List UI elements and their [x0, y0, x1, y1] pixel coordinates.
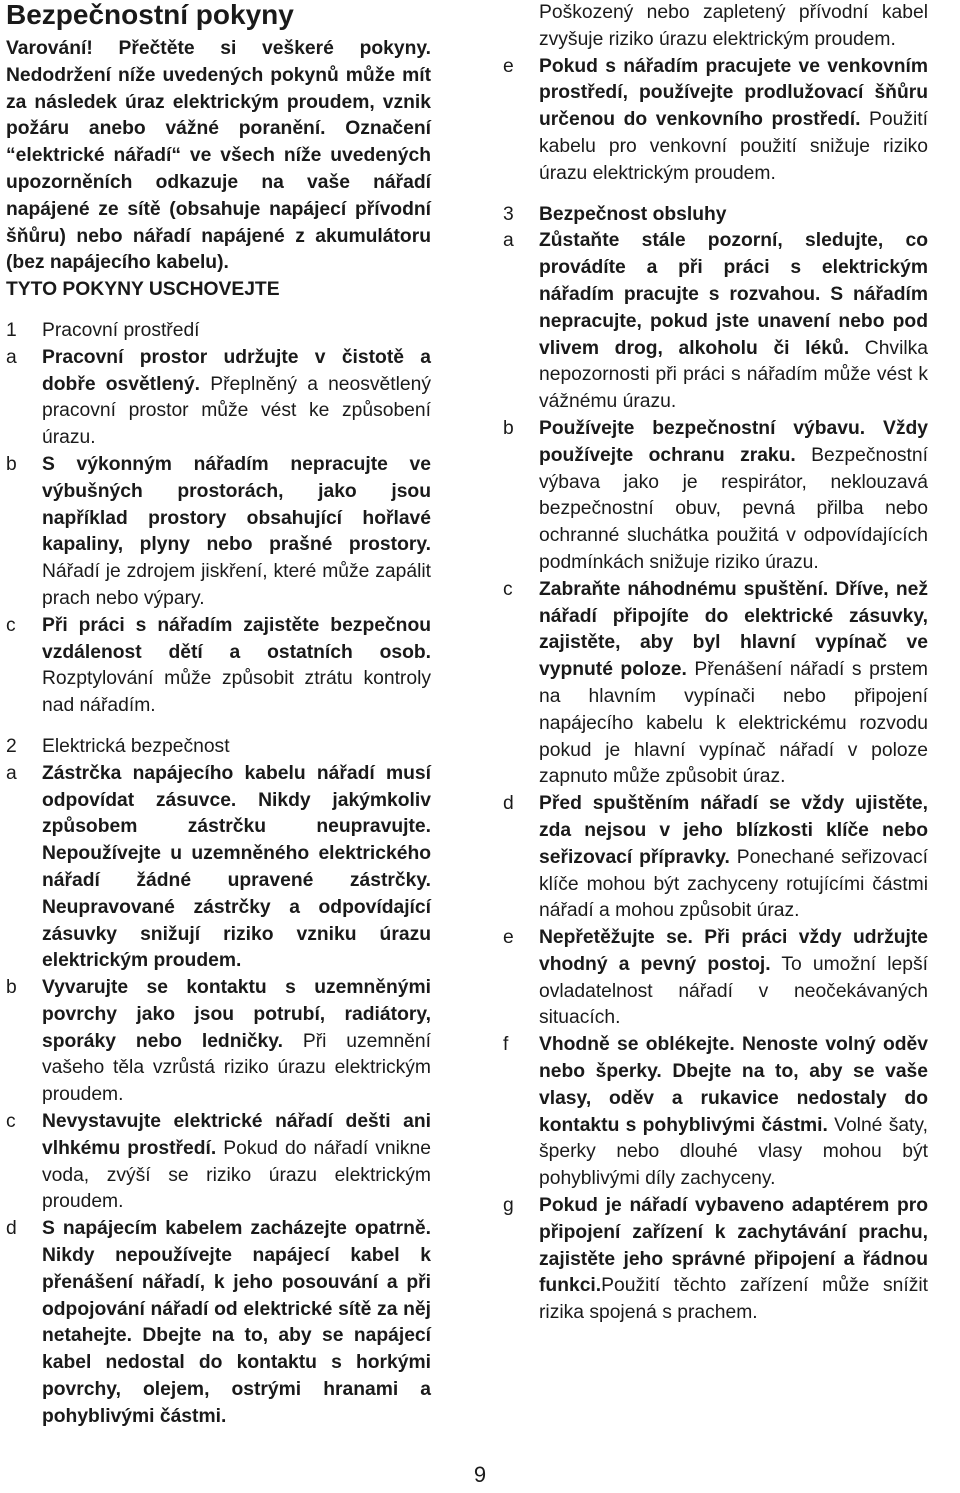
- item-bold-text: Pokud s nářadím pracujete ve venkovním prostředí, používejte prodlužovací šňůru určenou do venkovního prostředí.: [539, 55, 928, 131]
- list-item: [503, 925, 928, 1032]
- item-text: Rozptylování může způsobit ztrátu kontroly nad nářadím.: [42, 668, 431, 717]
- item-text: Poškozený nebo zapletený přívodní kabel zvyšuje riziko úrazu elektrickým proudem.: [539, 2, 928, 50]
- item-text: Volné šaty, šperky nebo dlouhé vlasy mohou být pohyblivými díly zachyceny.: [539, 1114, 928, 1190]
- intro-block: [6, 36, 431, 304]
- list-item: [503, 54, 928, 188]
- section-2-heading: [6, 734, 431, 761]
- item-bold-text: Pracovní prostor udržujte v čistotě a dobře osvětlený.: [42, 346, 431, 395]
- item-bold-text: Zástrčka napájecího kabelu nářadí musí odpovídat zásuvce. Nikdy jakýmkoliv způsobem zástrčku neupravujte. Nepoužívejte u uzemněného elektrického nářadí žádné upravené zástrčky. Neupravované zástrčky a odpovídající zásuvky snižují riziko vzniku úrazu elektrickým proudem.: [42, 762, 431, 972]
- item-letter: e: [503, 55, 514, 77]
- keep-instructions: TYTO POKYNY USCHOVEJTE: [6, 279, 280, 301]
- item-bold-text: S napájecím kabelem zacházejte opatrně. Nikdy nepoužívejte napájecí kabel k přenášení nářadí, k jeho posouvání a při odpojování nářadí od elektrické sítě za něj netahejte. Dbejte na to, aby se napájecí kabel nedostal do kontaktu s horkými povrchy, olejem, ostrými hranami a pohyblivými částmi.: [42, 1218, 431, 1427]
- list-item: [6, 452, 431, 613]
- section-3-heading: [503, 202, 928, 229]
- item-text: Použití těchto zařízení může snížit rizika spojená s prachem.: [539, 1275, 928, 1324]
- item-bold-text: Používejte bezpečnostní výbavu. Vždy používejte ochranu zraku.: [539, 417, 928, 466]
- item-text: Pokud do nářadí vnikne voda, zvýší se riziko úrazu elektrickým proudem.: [42, 1137, 431, 1213]
- list-item: [6, 345, 431, 452]
- section-number: 2: [6, 735, 17, 757]
- list-item: [503, 1032, 928, 1193]
- item-bold-text: Zabraňte náhodnému spuštění. Dříve, než nářadí připojíte do elektrické zásuvky, zajistěte, aby byl hlavní vypínač ve vypnuté poloze.: [539, 578, 928, 681]
- item-text: Nářadí je zdrojem jiskření, které může zapálit prach nebo výpary.: [42, 561, 431, 609]
- item-text: Použití kabelu pro venkovní použití snižuje riziko úrazu elektrickým proudem.: [539, 109, 928, 184]
- section-1-heading: [6, 318, 431, 345]
- item-bold-text: Před spuštěním nářadí se vždy ujistěte, zda nejsou v jeho blízkosti klíče nebo seřizovací přípravky.: [539, 793, 928, 868]
- section-number: 1: [6, 319, 17, 341]
- item-text: Ponechané seřizovací klíče mohou být zachyceny rotujícími částmi nářadí a mohou způsobit úraz.: [539, 846, 928, 922]
- item-letter: a: [503, 230, 514, 252]
- item-letter: g: [503, 1195, 514, 1217]
- item-letter: c: [6, 1111, 16, 1133]
- section-title: Elektrická bezpečnost: [42, 735, 230, 757]
- list-item: [503, 228, 928, 416]
- list-item: [503, 791, 928, 925]
- page-title: Bezpečnostní pokyny: [6, 0, 294, 30]
- item-text: Chvilka nepozornosti při práci s nářadím může vést k vážnému úrazu.: [539, 337, 928, 413]
- item-bold-text: Nepřetěžujte se. Při práci vždy udržujte vhodný a pevný postoj.: [539, 927, 928, 975]
- item-bold-text: S výkonným nářadím nepracujte ve výbušných prostorách, jako jsou například prostory obsahující hořlavé kapaliny, plyny nebo prašné prostory.: [42, 453, 431, 556]
- section-title: Pracovní prostředí: [42, 319, 200, 341]
- list-item: [6, 761, 431, 975]
- item-letter: d: [6, 1218, 17, 1240]
- item-letter: d: [503, 793, 514, 815]
- item-letter: b: [6, 453, 17, 475]
- item-letter: c: [503, 578, 513, 600]
- list-item-continuation: [503, 0, 928, 54]
- item-bold-text: Zůstaňte stále pozorní, sledujte, co provádíte a při práci s elektrickým nářadím pracujte s rozvahou. S nářadím nepracujte, pokud jste unavení nebo pod vlivem drog, alkoholu či léků.: [539, 230, 928, 359]
- item-letter: a: [6, 346, 17, 368]
- item-text: Při uzemnění vašeho těla vzrůstá riziko úrazu elektrickým proudem.: [42, 1030, 431, 1106]
- item-bold-text: Nevystavujte elektrické nářadí dešti ani vlhkému prostředí.: [42, 1111, 431, 1159]
- item-letter: a: [6, 762, 17, 784]
- list-item: [6, 613, 431, 720]
- item-text: Přenášení nářadí s prstem na hlavním vypínači nebo připojení napájecího kabelu k elektrickému rozvodu pokud je hlavní vypínač nářadí v poloze zapnuto může způsobit úraz.: [539, 659, 928, 788]
- section-number: 3: [503, 203, 514, 225]
- list-item: [503, 577, 928, 791]
- item-bold-text: Vhodně se oblékejte. Nenoste volný oděv nebo šperky. Dbejte na to, aby se vaše vlasy, oděv a rukavice nedostaly do kontaktu s pohyblivými částmi.: [539, 1034, 928, 1136]
- page-number: 9: [473, 1462, 487, 1487]
- warning-paragraph: Varování! Přečtěte si veškeré pokyny. Nedodržení níže uvedených pokynů může mít za následek úraz elektrickým proudem, vznik požáru anebo vážné poranění. Označení “elektrické nářadí“ ve všech níže uvedených upozorněních odkazuje na vaše nářadí napájené ze sítě (obsahuje napájecí přívodní šňůru) nebo nářadí napájené z akumulátoru (bez napájecího kabelu).: [6, 38, 431, 274]
- right-column: [503, 0, 928, 1327]
- item-letter: f: [503, 1034, 509, 1056]
- item-letter: b: [6, 977, 17, 999]
- item-letter: e: [503, 927, 514, 949]
- item-letter: b: [503, 417, 514, 439]
- list-item: [6, 1109, 431, 1216]
- item-bold-text: Pokud je nářadí vybaveno adaptérem pro připojení zařízení k zachytávání prachu, zajistěte jeho správné připojení a řádnou funkci.: [539, 1195, 928, 1297]
- item-letter: c: [6, 614, 16, 636]
- list-item: [503, 416, 928, 577]
- item-bold-text: Při práci s nářadím zajistěte bezpečnou vzdálenost dětí a ostatních osob.: [42, 614, 431, 663]
- section-title: Bezpečnost obsluhy: [539, 203, 727, 225]
- item-bold-text: Vyvarujte se kontaktu s uzemněnými povrchy jako jsou potrubí, radiátory, sporáky nebo ledničky.: [42, 977, 431, 1052]
- list-item-continues: [6, 1216, 431, 1430]
- item-text: To umožní lepší ovladatelnost nářadí v neočekávaných situacích.: [539, 953, 928, 1029]
- item-text: Přeplněný a neosvětlený pracovní prostor může vést ke způsobení úrazu.: [42, 373, 431, 449]
- left-column: [6, 0, 431, 1431]
- list-item: [503, 1193, 928, 1327]
- item-text: Bezpečnostní výbava jako je respirátor, neklouzavá bezpečnostní obuv, pevná přilba nebo ochranné sluchátka použitá v odpovídajících podmínkách snižuje riziko úrazu.: [539, 444, 928, 573]
- list-item: [6, 975, 431, 1109]
